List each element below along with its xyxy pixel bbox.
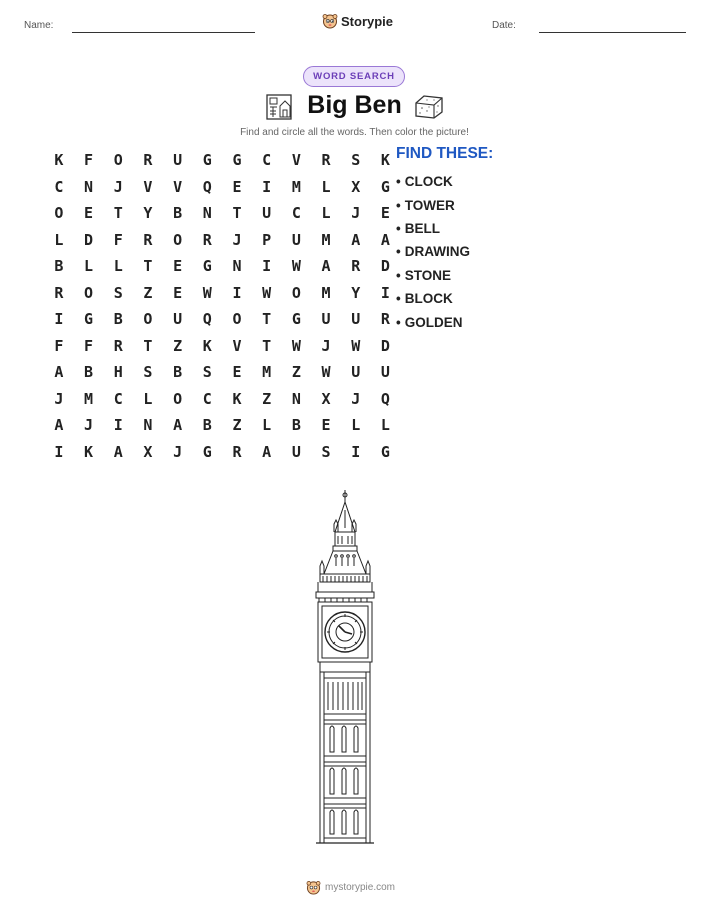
grid-row xyxy=(44,386,400,413)
grid-letter[interactable]: L xyxy=(54,230,64,249)
grid-letter[interactable]: U xyxy=(291,442,301,461)
word-text: BELL xyxy=(404,220,440,236)
grid-letter[interactable]: I xyxy=(262,177,272,196)
grid-letter[interactable]: T xyxy=(143,336,153,355)
grid-letter[interactable]: L xyxy=(321,204,331,223)
word-list-item xyxy=(396,264,470,287)
grid-letter[interactable]: G xyxy=(291,310,301,329)
grid-letter[interactable]: O xyxy=(54,204,64,223)
grid-letter[interactable]: Z xyxy=(173,336,183,355)
grid-letter[interactable]: A xyxy=(113,442,123,461)
grid-letter[interactable]: G xyxy=(202,442,212,461)
grid-letter[interactable]: U xyxy=(262,204,272,223)
grid-letter[interactable]: U xyxy=(321,310,331,329)
grid-letter[interactable]: F xyxy=(113,230,123,249)
bullet-icon: • xyxy=(396,197,401,213)
grid-letter[interactable]: D xyxy=(380,336,390,355)
name-label: Name: xyxy=(24,20,54,31)
grid-letter[interactable]: J xyxy=(232,230,242,249)
page-title: Big Ben xyxy=(307,91,402,119)
grid-letter[interactable]: V xyxy=(232,336,242,355)
grid-letter[interactable]: R xyxy=(232,442,242,461)
grid-letter[interactable]: E xyxy=(321,416,331,435)
grid-letter[interactable]: A xyxy=(54,363,64,382)
grid-letter[interactable]: X xyxy=(143,442,153,461)
grid-letter[interactable]: E xyxy=(173,257,183,276)
grid-letter[interactable]: J xyxy=(351,204,361,223)
grid-letter[interactable]: L xyxy=(262,416,272,435)
grid-letter[interactable]: G xyxy=(380,442,390,461)
grid-letter[interactable]: J xyxy=(113,177,123,196)
grid-letter[interactable]: M xyxy=(321,230,331,249)
grid-letter[interactable]: S xyxy=(143,363,153,382)
grid-letter[interactable]: G xyxy=(380,177,390,196)
word-text: GOLDEN xyxy=(404,314,463,330)
grid-letter[interactable]: C xyxy=(291,204,301,223)
bullet-icon: • xyxy=(396,314,401,330)
grid-letter[interactable]: L xyxy=(380,416,390,435)
grid-letter[interactable]: N xyxy=(202,204,212,223)
storypie-mascot-icon xyxy=(306,880,321,895)
grid-letter[interactable]: F xyxy=(54,336,64,355)
grid-row xyxy=(44,306,400,333)
grid-letter[interactable]: A xyxy=(321,257,331,276)
grid-letter[interactable]: J xyxy=(54,389,64,408)
grid-letter[interactable]: A xyxy=(380,230,390,249)
grid-row xyxy=(44,147,400,174)
grid-letter[interactable]: U xyxy=(291,230,301,249)
instructions: Find and circle all the words. Then color the picture! xyxy=(240,127,469,138)
grid-letter[interactable]: S xyxy=(351,151,361,170)
grid-letter[interactable]: R xyxy=(113,336,123,355)
grid-letter[interactable]: B xyxy=(291,416,301,435)
grid-letter[interactable]: V xyxy=(143,177,153,196)
grid-letter[interactable]: Z xyxy=(291,363,301,382)
grid-letter[interactable]: C xyxy=(54,177,64,196)
grid-letter[interactable]: L xyxy=(321,177,331,196)
grid-letter[interactable]: L xyxy=(143,389,153,408)
letter-grid xyxy=(44,147,400,465)
word-text: BLOCK xyxy=(404,291,453,307)
word-text: STONE xyxy=(404,267,451,283)
grid-letter[interactable]: R xyxy=(143,151,153,170)
stone-block-icon xyxy=(413,93,445,121)
grid-letter[interactable]: W xyxy=(262,283,272,302)
grid-letter[interactable]: J xyxy=(351,389,361,408)
storypie-mascot-icon xyxy=(322,13,338,29)
grid-letter[interactable]: Z xyxy=(232,416,242,435)
grid-letter[interactable]: M xyxy=(262,363,272,382)
grid-letter[interactable]: R xyxy=(202,230,212,249)
grid-row xyxy=(44,174,400,201)
grid-letter[interactable]: R xyxy=(321,151,331,170)
date-label: Date: xyxy=(492,20,516,31)
word-list-item xyxy=(396,170,470,193)
grid-letter[interactable]: O xyxy=(173,389,183,408)
grid-letter[interactable]: B xyxy=(54,257,64,276)
grid-letter[interactable]: Q xyxy=(380,389,390,408)
grid-letter[interactable]: S xyxy=(321,442,331,461)
grid-letter[interactable]: C xyxy=(113,389,123,408)
grid-letter[interactable]: E xyxy=(380,204,390,223)
grid-letter[interactable]: L xyxy=(351,416,361,435)
grid-letter[interactable]: W xyxy=(351,336,361,355)
grid-letter[interactable]: X xyxy=(321,389,331,408)
word-text: CLOCK xyxy=(404,174,453,190)
grid-letter[interactable]: M xyxy=(84,389,94,408)
big-ben-tower-drawing xyxy=(290,488,400,850)
grid-letter[interactable]: F xyxy=(84,151,94,170)
grid-letter[interactable]: K xyxy=(54,151,64,170)
bullet-icon: • xyxy=(396,220,401,236)
date-line[interactable] xyxy=(539,32,686,33)
grid-letter[interactable]: J xyxy=(321,336,331,355)
grid-letter[interactable]: U xyxy=(380,363,390,382)
grid-letter[interactable]: N xyxy=(232,257,242,276)
grid-letter[interactable]: Y xyxy=(143,204,153,223)
grid-letter[interactable]: I xyxy=(351,442,361,461)
grid-letter[interactable]: I xyxy=(54,442,64,461)
grid-letter[interactable]: T xyxy=(262,336,272,355)
grid-letter[interactable]: L xyxy=(113,257,123,276)
grid-row xyxy=(44,439,400,466)
grid-letter[interactable]: N xyxy=(143,416,153,435)
grid-letter[interactable]: U xyxy=(351,310,361,329)
grid-letter[interactable]: A xyxy=(351,230,361,249)
grid-letter[interactable]: U xyxy=(173,151,183,170)
grid-letter[interactable]: I xyxy=(232,283,242,302)
grid-letter[interactable]: Z xyxy=(262,389,272,408)
grid-letter[interactable]: E xyxy=(232,177,242,196)
grid-letter[interactable]: E xyxy=(173,283,183,302)
grid-letter[interactable]: B xyxy=(173,363,183,382)
grid-letter[interactable]: M xyxy=(321,283,331,302)
grid-letter[interactable]: M xyxy=(291,177,301,196)
grid-letter[interactable]: D xyxy=(84,230,94,249)
brand-name: Storypie xyxy=(341,13,394,29)
grid-letter[interactable]: H xyxy=(113,363,123,382)
grid-letter[interactable]: K xyxy=(202,336,212,355)
word-text: DRAWING xyxy=(404,244,470,260)
grid-row xyxy=(44,197,401,227)
grid-letter[interactable]: C xyxy=(202,389,212,408)
grid-letter[interactable]: G xyxy=(202,151,212,170)
grid-letter[interactable]: N xyxy=(84,177,94,196)
grid-letter[interactable]: R xyxy=(143,230,153,249)
word-list xyxy=(396,170,470,334)
brand-logo xyxy=(322,13,393,29)
grid-letter[interactable]: O xyxy=(291,283,301,302)
grid-letter[interactable]: W xyxy=(291,257,301,276)
grid-letter[interactable]: Q xyxy=(202,177,212,196)
grid-row xyxy=(44,227,400,254)
grid-letter[interactable]: X xyxy=(351,177,361,196)
grid-letter[interactable]: O xyxy=(113,151,123,170)
footer xyxy=(306,880,395,895)
word-list-item xyxy=(396,217,470,240)
grid-letter[interactable]: S xyxy=(113,283,123,302)
bullet-icon: • xyxy=(396,174,401,190)
word-list-item xyxy=(396,310,470,333)
grid-letter[interactable]: P xyxy=(262,230,272,249)
grid-letter[interactable]: J xyxy=(173,442,183,461)
grid-letter[interactable]: G xyxy=(202,257,212,276)
grid-row xyxy=(44,359,400,386)
grid-letter[interactable]: N xyxy=(291,389,301,408)
word-list-item xyxy=(396,193,470,216)
footer-url[interactable]: mystorypie.com xyxy=(325,882,396,893)
grid-letter[interactable]: Q xyxy=(202,310,212,329)
name-line[interactable] xyxy=(72,32,255,33)
grid-row xyxy=(44,412,400,439)
grid-row xyxy=(44,280,400,307)
word-list-item xyxy=(396,287,470,310)
grid-letter[interactable]: I xyxy=(262,257,272,276)
grid-letter[interactable]: G xyxy=(84,310,94,329)
grid-letter[interactable]: A xyxy=(262,442,272,461)
grid-letter[interactable]: K xyxy=(380,151,390,170)
grid-letter[interactable]: O xyxy=(84,283,94,302)
grid-letter[interactable]: W xyxy=(202,283,212,302)
grid-letter[interactable]: J xyxy=(84,416,94,435)
grid-letter[interactable]: T xyxy=(143,257,153,276)
grid-letter[interactable]: O xyxy=(232,310,242,329)
grid-letter[interactable]: W xyxy=(291,336,301,355)
grid-letter[interactable]: E xyxy=(232,363,242,382)
grid-letter[interactable]: B xyxy=(113,310,123,329)
grid-letter[interactable]: U xyxy=(351,363,361,382)
grid-letter[interactable]: E xyxy=(84,204,94,223)
word-text: TOWER xyxy=(404,197,455,213)
grid-letter[interactable]: R xyxy=(380,310,390,329)
grid-row xyxy=(44,253,400,280)
grid-row xyxy=(44,333,400,360)
grid-letter[interactable]: I xyxy=(113,416,123,435)
bullet-icon: • xyxy=(396,267,401,283)
grid-letter[interactable]: O xyxy=(173,230,183,249)
grid-letter[interactable]: B xyxy=(173,204,183,223)
grid-letter[interactable]: C xyxy=(262,151,272,170)
grid-letter[interactable]: V xyxy=(291,151,301,170)
word-search-badge: WORD SEARCH xyxy=(303,66,405,87)
grid-letter[interactable]: U xyxy=(173,310,183,329)
find-these-heading: FIND THESE: xyxy=(396,145,494,162)
grid-letter[interactable]: A xyxy=(173,416,183,435)
grid-letter[interactable]: V xyxy=(173,177,183,196)
grid-letter[interactable]: D xyxy=(380,257,390,276)
grid-letter[interactable]: B xyxy=(202,416,212,435)
grid-letter[interactable]: W xyxy=(321,363,331,382)
grid-letter[interactable]: Y xyxy=(351,283,361,302)
grid-letter[interactable]: I xyxy=(54,310,64,329)
grid-letter[interactable]: R xyxy=(54,283,64,302)
bullet-icon: • xyxy=(396,291,401,307)
grid-letter[interactable]: A xyxy=(54,416,64,435)
grid-letter[interactable]: T xyxy=(232,204,242,223)
grid-letter[interactable]: T xyxy=(113,204,123,223)
word-list-item xyxy=(396,240,470,263)
grid-letter[interactable]: Z xyxy=(143,283,153,302)
grid-letter[interactable]: K xyxy=(84,442,94,461)
grid-letter[interactable]: G xyxy=(232,151,242,170)
grid-letter[interactable]: O xyxy=(143,310,153,329)
grid-letter[interactable]: F xyxy=(84,336,94,355)
grid-letter[interactable]: K xyxy=(232,389,242,408)
grid-letter[interactable]: B xyxy=(84,363,94,382)
bullet-icon: • xyxy=(396,244,401,260)
grid-letter[interactable]: L xyxy=(84,257,94,276)
grid-letter[interactable]: R xyxy=(351,257,361,276)
grid-letter[interactable]: T xyxy=(262,310,272,329)
grid-letter[interactable]: S xyxy=(202,363,212,382)
grid-letter[interactable]: I xyxy=(380,283,390,302)
